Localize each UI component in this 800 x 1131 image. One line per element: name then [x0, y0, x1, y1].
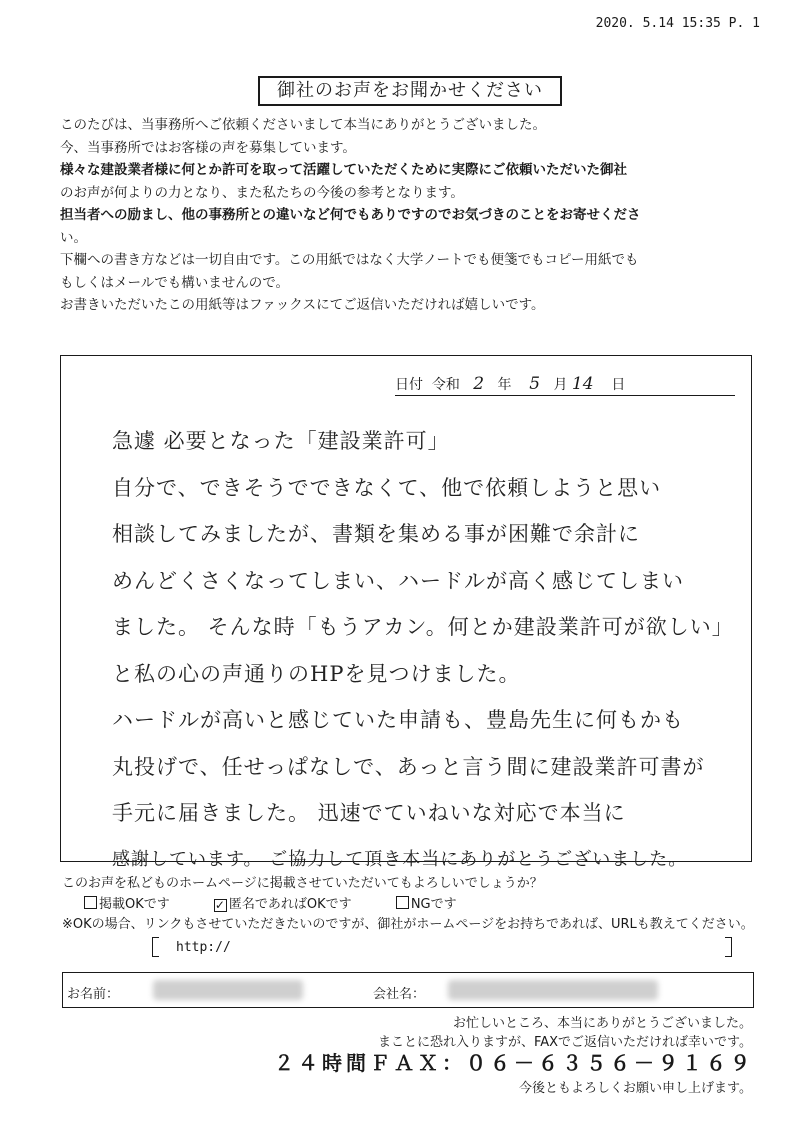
date-year-unit: 年	[497, 377, 512, 393]
intro-line: のお声が何よりの力となり、また私たちの今後の参考となります。	[60, 184, 464, 201]
intro-line: 担当者への励まし、他の事務所との違いなど何でもありですのでお気づきのことをお寄せくださ	[60, 207, 641, 223]
date-month-unit: 月	[553, 377, 568, 393]
message-line: 手元に届きました。 迅速でていねいな対応で本当に	[112, 801, 626, 825]
intro-line: い。	[60, 229, 87, 246]
checkbox-anonymous-ok[interactable]: ✓	[214, 898, 225, 912]
handwritten-message	[112, 418, 752, 883]
name-field-redacted[interactable]	[153, 980, 303, 1000]
fax-request-text: まことに恐れ入りますが、FAXでご返信いただければ幸いです。	[377, 1035, 752, 1050]
message-line: 感謝しています。 ご協力して頂き本当にありがとうございました。	[112, 848, 688, 870]
url-value: http://	[176, 940, 231, 955]
option-anonymous-ok[interactable]	[214, 893, 352, 912]
checkbox-publish-ok[interactable]	[84, 896, 97, 909]
fax-timestamp-header: 2020. 5.14 15:35 P. 1	[595, 16, 760, 31]
option-publish-ok[interactable]	[84, 893, 170, 912]
date-era: 令和	[431, 377, 460, 393]
url-right-bracket	[725, 937, 732, 957]
option-publish-ok-label: 掲載OKです	[99, 897, 170, 912]
intro-line: 下欄への書き方などは一切自由です。この用紙ではなく大学ノートでも便箋でもコピー用紙でも	[60, 252, 639, 268]
intro-text	[60, 114, 760, 317]
option-ng-label: NGです	[410, 897, 457, 912]
message-line: ハードルが高いと感じていた申請も、豊島先生に何もかも	[112, 708, 684, 732]
name-company-row	[62, 972, 754, 1008]
date-year: 2	[473, 374, 485, 394]
message-line: 急遽 必要となった「建設業許可」	[112, 429, 450, 453]
link-note: ※OKの場合、リンクもさせていただきたいのですが、御社がホームページをお持ちであれば、URLも教えてください。	[62, 917, 754, 932]
page-title: 御社のお声をお聞かせください	[258, 76, 562, 106]
option-anonymous-ok-label: 匿名であればOKです	[228, 897, 352, 912]
message-line: 自分で、できそうでできなくて、他で依頼しようと思い	[112, 475, 662, 500]
company-field-redacted[interactable]	[448, 980, 658, 1000]
intro-line: このたびは、当事務所へご依頼くださいまして本当にありがとうございました。	[60, 117, 546, 133]
message-line: ました。 そんな時「もうアカン。何とか建設業許可が欲しい」	[112, 615, 734, 639]
option-ng[interactable]	[396, 893, 457, 912]
intro-line: 今、当事務所ではお客様の声を募集しています。	[60, 139, 356, 156]
message-line: めんどくさくなってしまい、ハードルが高く感じてしまい	[112, 568, 684, 593]
message-line: 丸投げで、任せっぱなしで、あっと言う間に建設業許可書が	[112, 754, 705, 779]
closing-text: 今後ともよろしくお願い申し上げます。	[519, 1081, 752, 1096]
name-label: お名前：	[67, 987, 120, 1002]
consent-options	[84, 893, 684, 912]
message-line: 相談してみましたが、書類を集める事が困難で余計に	[112, 522, 640, 546]
url-field[interactable]	[152, 937, 732, 959]
thanks-text: お忙しいところ、本当にありがとうございました。	[452, 1016, 752, 1031]
date-line	[395, 373, 735, 396]
checkbox-ng[interactable]	[396, 896, 409, 909]
intro-line: もしくはメールでも構いませんので。	[60, 274, 289, 291]
url-left-bracket	[152, 937, 159, 957]
company-label: 会社名：	[373, 987, 426, 1002]
fax-number: ２４時間ＦＡＸ：０６－６３５６－９１６９	[274, 1051, 754, 1075]
date-month: 5	[529, 374, 541, 394]
intro-line: お書きいただいたこの用紙等はファックスにてご返信いただければ嬉しいです。	[60, 297, 545, 313]
date-day-unit: 日	[611, 377, 626, 393]
date-label: 日付	[395, 377, 423, 393]
message-line: と私の心の声通りのHPを見つけました。	[112, 661, 521, 686]
intro-line: 様々な建設業者様に何とか許可を取って活躍していただくために実際にご依頼いただいた御社	[60, 162, 627, 178]
consent-question: このお声を私どものホームページに掲載させていただいてもよろしいでしょうか？	[62, 876, 543, 891]
date-day: 14	[571, 374, 594, 394]
